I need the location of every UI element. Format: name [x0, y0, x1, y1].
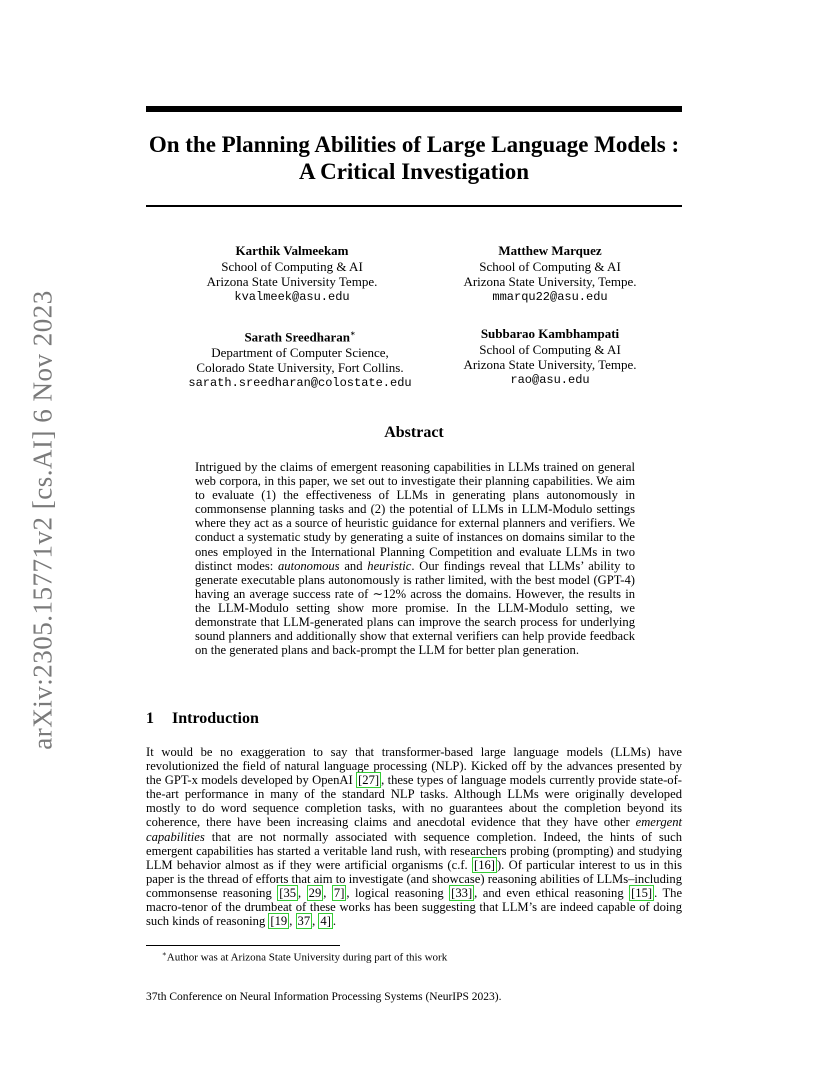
body-emphasis: emergent capabilities [146, 815, 682, 844]
body-text: , and even ethical reasoning [474, 885, 630, 900]
abstract-emphasis: heuristic [367, 558, 412, 573]
footnote-marker[interactable]: ∗ [350, 329, 356, 338]
author-name: Sarath Sreedharan [244, 329, 351, 345]
conference-notice: 37th Conference on Neural Information Processing Systems (NeurIPS 2023). [146, 991, 502, 1003]
citation-link[interactable]: 37 [297, 914, 311, 929]
body-text: ). Of particular interest to us in this paper is the thread of efforts that aim to investigate (and showcase) reasoning abilities of LLMs–including commonsense reasoning [146, 857, 682, 900]
author-email[interactable]: mmarqu22@asu.edu [492, 289, 608, 304]
abstract-heading: Abstract [384, 424, 444, 441]
abstract-text-part: . Our findings reveal that LLMs’ ability to generate executable plans autonomously is rather limited, with the best model (GPT-4) having an average success rate of ∼12% across the domains. However, the results in the LLM-Modulo setting show more promise. In the LLM-Modulo setting, we demonstrate that LLM-generated plans can improve the search process for underlying sound planners and additionally show that external verifiers can help provide feedback on the generated plans and back-prompt the LLM for better plan generation. [195, 558, 636, 658]
author-affiliation: Arizona State University, Tempe. [463, 274, 637, 289]
author-name: Subbarao Kambhampati [480, 326, 620, 341]
author-email[interactable]: rao@asu.edu [510, 372, 590, 387]
citation-link[interactable]: [33] [451, 885, 473, 900]
author-affiliation: Arizona State University, Tempe. [463, 357, 637, 372]
citation-link[interactable]: 4] [320, 914, 331, 929]
abstract-text-part: and [339, 558, 368, 573]
author-name: Matthew Marquez [498, 243, 602, 258]
paper-title [146, 131, 682, 185]
author-block [180, 326, 420, 391]
section-title: Introduction [172, 710, 259, 727]
body-text: , logical reasoning [346, 885, 450, 900]
body-text: that are not normally associated with sequence completion. Indeed, the hints of such emergent capabilities has started a veritable land rush, with researchers probing (prompting) and studying LLM behavior almost as if they were artificial organisms (c.f. [146, 829, 682, 872]
citation-link[interactable]: [27] [358, 773, 380, 788]
author-department: School of Computing & AI [221, 258, 363, 274]
author-block [432, 243, 668, 305]
abstract-emphasis: autonomous [277, 558, 340, 573]
abstract-text-part: Intrigued by the claims of emergent reasoning capabilities in LLMs trained on general web corpora, in this paper, we set out to investigate their planning capabilities. We aim to evaluate (1) the effectiveness of LLMs in generating plans autonomously in commonsense planning tasks and (2) the potential of LLMs in LLM-Modulo settings where they act as a source of heuristic guidance for external planners and verifiers. We conduct a systematic study by generating a suite of instances on domains similar to the ones employed in the International Planning Competition and evaluate LLMs in two distinct modes: [195, 460, 635, 573]
author-department: Department of Computer Science, [211, 344, 389, 360]
section-heading-introduction [146, 710, 259, 728]
author-department: School of Computing & AI [479, 341, 621, 357]
author-affiliation: Colorado State University, Fort Collins. [196, 360, 404, 376]
footnote-mark: ∗ [162, 950, 167, 958]
title-top-rule [146, 106, 682, 112]
author-block [432, 326, 668, 388]
introduction-paragraph [146, 745, 682, 928]
abstract-text [195, 460, 635, 657]
title-line-2: A Critical Investigation [299, 159, 529, 184]
title-bottom-rule [146, 205, 682, 207]
citation-link[interactable]: 7] [333, 885, 345, 900]
author-department: School of Computing & AI [479, 258, 621, 274]
author-name: Karthik Valmeekam [235, 243, 349, 258]
citation-link[interactable]: [16] [474, 857, 495, 872]
body-text: . The macro-tenor of the drumbeat of these works has been suggesting that LLM’s are indeed capable of doing such kinds of reasoning [146, 885, 683, 929]
body-text: It would be no exaggeration to say that transformer-based large language models (LLMs) have revolutionized the field of natural language processing (NLP). Kicked off by the advances presented by the GPT-x models developed by OpenAI [146, 745, 682, 788]
footnote-rule [146, 945, 340, 946]
citation-link[interactable]: [35 [279, 885, 297, 900]
title-line-1: On the Planning Abilities of Large Language Models : [148, 132, 680, 157]
author-email[interactable]: sarath.sreedharan@colostate.edu [188, 375, 412, 390]
section-number: 1 [146, 710, 154, 727]
body-text: , [289, 914, 296, 929]
body-text: , [312, 914, 319, 929]
body-text: , [298, 885, 307, 900]
footnote [162, 950, 682, 964]
arxiv-identifier-stamp: arXiv:2305.15771v2 [cs.AI] 6 Nov 2023 [27, 290, 58, 750]
author-block [190, 243, 394, 305]
body-text: , these types of language models currently provide state-of-the-art performance in many of the standard NLP tasks. Although LLMs were originally developed mostly to do word sequence completion tasks, with no guarantees about the completion beyond its coherence, there have been increasing claims and anecdotal evidence that they have other [146, 773, 682, 830]
citation-link[interactable]: 29 [308, 885, 322, 900]
body-text: . [332, 914, 337, 929]
body-text: , [323, 885, 332, 900]
footnote-text: Author was at Arizona State University during part of this work [166, 951, 448, 964]
citation-link[interactable]: [15] [631, 885, 653, 900]
author-email[interactable]: kvalmeek@asu.edu [234, 289, 350, 304]
citation-link[interactable]: [19 [270, 914, 288, 929]
author-affiliation: Arizona State University Tempe. [206, 274, 378, 289]
